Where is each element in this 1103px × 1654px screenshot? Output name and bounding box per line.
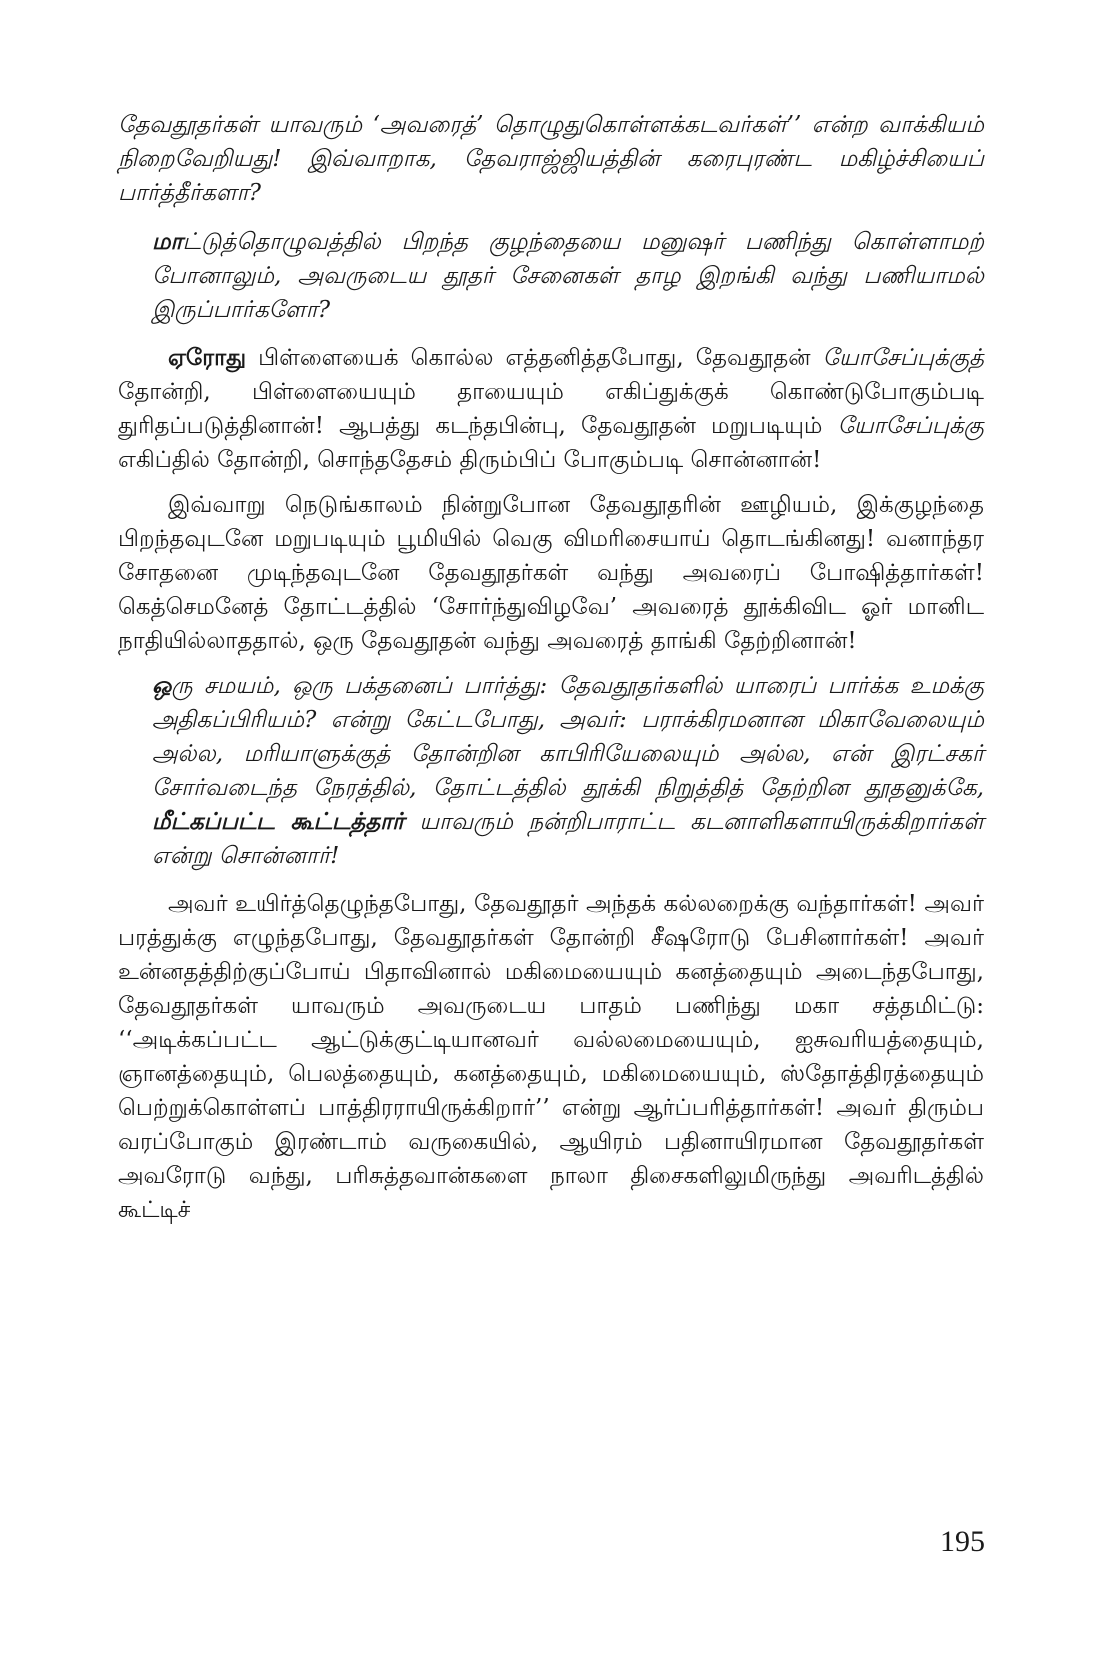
paragraph-3: இவ்வாறு நெடுங்காலம் நின்றுபோன தேவதூதரின் ஊழியம், இக்குழந்தை பிறந்தவுடனே மறுபடியும் பூமியில் வெகு விமரிசையாய் தொடங்கினது! வனாந்தர சோதனை முடிந்தவுடனே தேவதூதர்கள் வந்து அவரைப் போஷித்தார்கள்! கெத்செமனேத் தோட்டத்தில் ‘சோர்ந்துவிழவே’ அவரைத் தூக்கிவிட ஓர் மானிட நாதியில்லாததால், ஒரு தேவதூதன் வந்து அவரைத் தாங்கி தேற்றினான்! xyxy=(118,492,984,654)
page-number: 195 xyxy=(940,1525,985,1558)
italic-name: யோசேப்புக்குத் xyxy=(822,345,984,371)
quote-text: ரு சமயம், ஒரு பக்தனைப் பார்த்து: தேவதூதர்களில் யாரைப் பார்க்க உமக்கு அதிகப்பிரியம்? என்று கேட்டபோது, அவர்: பராக்கிரமனான மிகாவேலையும் அல்ல, மரியாளுக்குத் தோன்றின காபிரியேலையும் அல்ல, என் இரட்சகர் சோர்வடைந்த நேரத்தில், தோட்டத்தில் தூக்கி நிறுத்தித் தேற்றின தூதனுக்கே, xyxy=(152,673,984,801)
quote-text: ட்டுத்தொழுவத்தில் பிறந்த குழந்தையை மனுஷர் பணிந்து கொள்ளாமற் போனாலும், அவருடைய தூதர் சேனைகள் தாழ இறங்கி வந்து பணியாமல் இருப்பார்களோ? xyxy=(152,229,984,323)
paragraph-2 xyxy=(118,341,984,477)
bold-phrase: மீட்கப்பட்ட கூட்டத்தார் xyxy=(152,808,405,835)
paragraph-4: அவர் உயிர்த்தெழுந்தபோது, தேவதூதர் அந்தக் கல்லறைக்கு வந்தார்கள்! அவர் பரத்துக்கு எழுந்தபோது, தேவதூதர்கள் தோன்றி சீஷரோடு பேசினார்கள்! அவர் உன்னதத்திற்குப்போய் பிதாவினால் மகிமையையும் கனத்தையும் அடைந்தபோது, தேவதூதர்கள் யாவரும் அவருடைய பாதம் பணிந்து மகா சத்தமிட்டு: ‘‘அடிக்கப்பட்ட ஆட்டுக்குட்டியானவர் வல்லமையையும், ஐசுவரியத்தையும், ஞானத்தையும், பெலத்தையும், கனத்தையும், மகிமையையும், ஸ்தோத்திரத்தையும் பெற்றுக்கொள்ளப் பாத்திரராயிருக்கிறார்’’ என்று ஆர்ப்பரித்தார்கள்! அவர் திரும்ப வரப்போகும் இரண்டாம் வருகையில், ஆயிரம் பதினாயிரமான தேவதூதர்கள் அவரோடு வந்து, பரிசுத்தவான்களை நாலா திசைகளிலுமிருந்து அவரிடத்தில் கூட்டிச் xyxy=(118,891,984,1223)
paragraph-text: பிள்ளையைக் கொல்ல எத்தனித்தபோது, தேவதூதன் xyxy=(246,345,823,371)
paragraph-text: தோன்றி, பிள்ளையையும் தாயையும் எகிப்துக்குக் கொண்டுபோகும்படி துரிதப்படுத்தினான்! ஆபத்து கடந்தபின்பு, தேவதூதன் மறுபடியும் xyxy=(118,379,984,439)
quote-text: யாவரும் நன்றிபாராட்ட கடனாளிகளாயிருக்கிறார்கள் என்று சொன்னார்! xyxy=(152,809,984,869)
quote-block-2 xyxy=(152,669,984,873)
page-body xyxy=(118,108,984,1238)
drop-cap: மா xyxy=(152,228,183,255)
paragraph-1: தேவதூதர்கள் யாவரும் ‘அவரைத்’ தொழுதுகொள்ளக்கடவர்கள்’’ என்ற வாக்கியம் நிறைவேறியது! இவ்வாறாக, தேவராஜ்ஜியத்தின் கரைபுரண்ட மகிழ்ச்சியைப் பார்த்தீர்களா? xyxy=(118,112,984,206)
paragraph-text: எகிப்தில் தோன்றி, சொந்ததேசம் திரும்பிப் போகும்படி சொன்னான்! xyxy=(118,447,822,473)
drop-cap: ஒ xyxy=(152,672,172,699)
quote-block-1 xyxy=(152,225,984,327)
lead-word: ஏரோது xyxy=(168,344,247,371)
italic-name: யோசேப்புக்கு xyxy=(837,413,984,439)
